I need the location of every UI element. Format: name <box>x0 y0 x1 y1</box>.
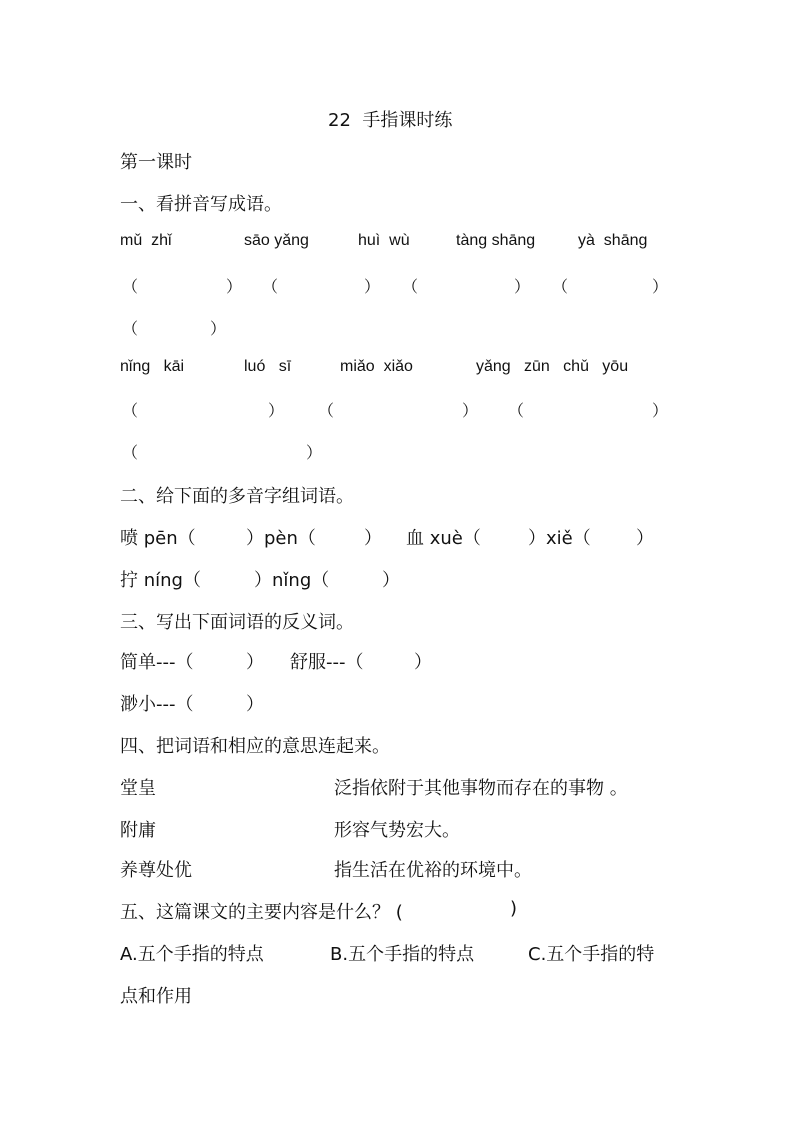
answer-blank-close: ） <box>462 401 479 420</box>
pinyin-1-3: huì wù <box>358 232 410 249</box>
lesson-subtitle: 第一课时 <box>120 152 192 173</box>
polyphone-ning2: ）nǐng（ <box>254 570 330 591</box>
pinyin-2-3: miǎo xiǎo <box>340 358 413 375</box>
answer-blank-close: ） <box>306 443 323 462</box>
polyphone-close: ） <box>636 528 654 549</box>
option-c[interactable]: C.五个手指的特 <box>528 944 655 965</box>
section1-heading: 一、看拼音写成语。 <box>120 194 282 215</box>
antonym-miaoxiao: 渺小---（ <box>120 694 194 715</box>
answer-blank-open[interactable]: （ <box>262 277 279 296</box>
answer-blank-close: ） <box>652 401 669 420</box>
antonym-close: ） <box>414 652 432 673</box>
answer-blank-open[interactable]: （ <box>552 277 569 296</box>
answer-blank-close: ） <box>210 319 227 338</box>
pinyin-2-1: nǐng kāi <box>120 358 185 375</box>
section5-heading: 五、这篇课文的主要内容是什么？ ( <box>120 902 403 923</box>
polyphone-close: ） <box>382 570 400 591</box>
option-b[interactable]: B.五个手指的特点 <box>330 944 475 965</box>
pinyin-2-4: yǎng zūn chǔ yōu <box>476 358 629 375</box>
answer-blank-open[interactable]: （ <box>122 319 139 338</box>
answer-blank-close: ） <box>268 401 285 420</box>
answer-blank-open[interactable]: （ <box>318 401 335 420</box>
option-a[interactable]: A.五个手指的特点 <box>120 944 264 965</box>
answer-blank-open[interactable]: （ <box>122 277 139 296</box>
pinyin-1-4: tàng shāng <box>456 232 536 249</box>
section5-heading-close: ) <box>510 898 518 919</box>
answer-blank-close: ） <box>652 277 669 296</box>
answer-blank-close: ） <box>226 277 243 296</box>
match-meaning-1[interactable]: 泛指依附于其他事物而存在的事物 。 <box>334 778 628 799</box>
answer-blank-open[interactable]: （ <box>122 401 139 420</box>
match-word-3[interactable]: 养尊处优 <box>120 860 192 881</box>
polyphone-pen2: ）pèn（ <box>246 528 316 549</box>
answer-blank-close: ） <box>514 277 531 296</box>
section4-heading: 四、把词语和相应的意思连起来。 <box>120 736 390 757</box>
polyphone-ning1: 拧 níng（ <box>120 570 201 591</box>
pinyin-1-5: yà shāng <box>578 232 648 249</box>
match-meaning-3[interactable]: 指生活在优裕的环境中。 <box>334 860 532 881</box>
antonym-close: ） <box>246 652 264 673</box>
antonym-shufu: 舒服---（ <box>290 652 364 673</box>
answer-blank-open[interactable]: （ <box>508 401 525 420</box>
polyphone-close: ） <box>364 528 382 549</box>
match-word-1[interactable]: 堂皇 <box>120 778 156 799</box>
pinyin-2-2: luó sī <box>244 358 292 375</box>
match-word-2[interactable]: 附庸 <box>120 820 156 841</box>
answer-blank-open[interactable]: （ <box>122 443 139 462</box>
polyphone-xue: 血 xuè（ <box>406 528 481 549</box>
polyphone-xie: ）xiě（ <box>528 528 591 549</box>
section2-heading: 二、给下面的多音字组词语。 <box>120 486 354 507</box>
section3-heading: 三、写出下面词语的反义词。 <box>120 612 354 633</box>
answer-blank-open[interactable]: （ <box>402 277 419 296</box>
page-title: 22 手指课时练 <box>328 110 453 131</box>
option-c-continued[interactable]: 点和作用 <box>120 986 192 1007</box>
antonym-close: ） <box>246 694 264 715</box>
match-meaning-2[interactable]: 形容气势宏大。 <box>334 820 460 841</box>
pinyin-1-2: sāo yǎng <box>244 232 309 249</box>
polyphone-pen1: 喷 pēn（ <box>120 528 196 549</box>
answer-blank-close: ） <box>364 277 381 296</box>
pinyin-1-1: mǔ zhǐ <box>120 232 172 249</box>
antonym-jiandan: 简单---（ <box>120 652 194 673</box>
